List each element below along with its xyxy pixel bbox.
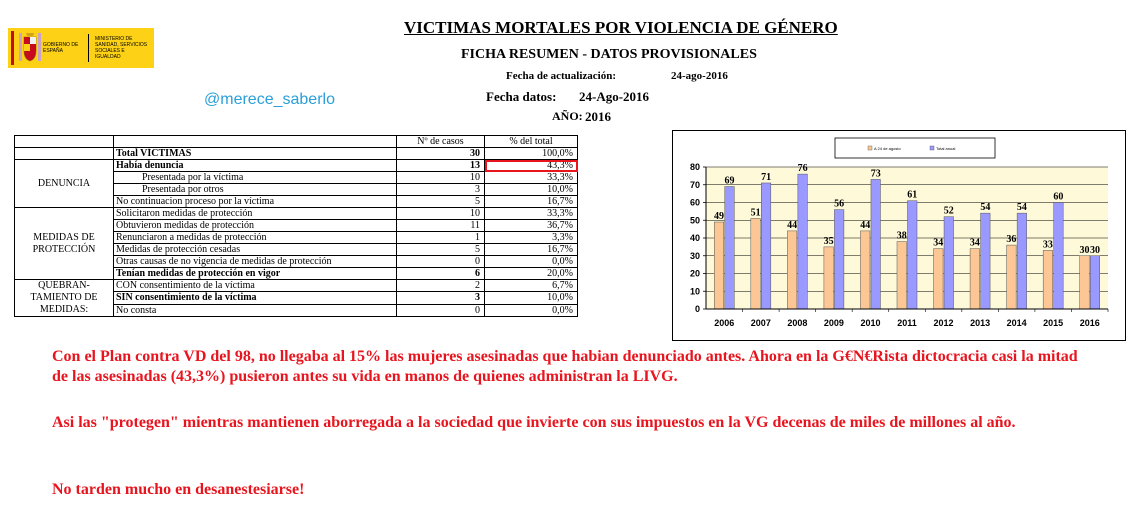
data-date-value: 24-Ago-2016	[579, 89, 650, 104]
bar-value-label: 30	[1089, 244, 1100, 256]
bar-value-label: 52	[943, 205, 954, 217]
bar	[1043, 250, 1053, 309]
row-pct: 6,7%	[485, 280, 578, 292]
bar	[1017, 213, 1027, 309]
x-tick-label: 2009	[823, 318, 844, 328]
table-row	[15, 160, 578, 172]
bar	[824, 247, 834, 309]
y-tick-label: 60	[689, 197, 700, 208]
y-tick-label: 50	[689, 215, 700, 226]
row-pct: 10,0%	[485, 292, 578, 304]
row-count: 13	[397, 160, 485, 172]
row-count: 30	[397, 148, 485, 160]
row-count: 2	[397, 280, 485, 292]
row-pct: 3,3%	[485, 232, 578, 244]
x-tick-label: 2013	[970, 318, 991, 328]
bar-value-label: 34	[969, 237, 980, 249]
bar-value-label: 49	[714, 211, 725, 223]
row-label: No continuacion proceso por la víctima	[114, 196, 397, 208]
bar	[1090, 256, 1100, 309]
row-pct: 16,7%	[485, 196, 578, 208]
legend-box	[835, 138, 995, 158]
row-count: 0	[397, 304, 485, 316]
bar-value-label: 51	[750, 207, 761, 219]
bar	[725, 187, 735, 309]
bar	[860, 231, 870, 309]
group-label-denuncia: DENUNCIA	[15, 160, 114, 208]
bar-value-label: 30	[1079, 244, 1090, 256]
bar	[897, 242, 907, 309]
y-tick-label: 80	[689, 162, 700, 172]
row-label: Medidas de protección cesadas	[114, 244, 397, 256]
bar-value-label: 44	[787, 219, 798, 231]
bar-value-label: 36	[1006, 234, 1017, 246]
bar-value-label: 60	[1053, 191, 1064, 203]
chart-canvas	[673, 131, 1125, 340]
row-count: 5	[397, 244, 485, 256]
bar	[944, 217, 954, 309]
bar	[761, 183, 771, 309]
x-tick-label: 2015	[1043, 318, 1064, 328]
bar-value-label: 61	[907, 189, 918, 201]
table-row	[15, 208, 578, 220]
bar	[934, 249, 944, 309]
x-tick-label: 2014	[1006, 318, 1027, 328]
row-count: 5	[397, 196, 485, 208]
y-tick-label: 40	[689, 233, 700, 243]
bar-value-label: 34	[933, 237, 944, 249]
row-pct: 0,0%	[485, 304, 578, 316]
bar-value-label: 38	[896, 230, 907, 242]
row-count: 3	[397, 184, 485, 196]
victims-bar-chart	[672, 130, 1126, 341]
page-title: VICTIMAS MORTALES POR VIOLENCIA DE GÉNERO	[404, 18, 838, 37]
legend-label: A 24 de agosto	[874, 146, 901, 151]
row-label: Total VÍCTIMAS	[114, 148, 397, 160]
row-label-text: Había denuncia	[116, 160, 184, 171]
bar-value-label: 76	[797, 163, 808, 175]
x-tick-label: 2011	[897, 318, 917, 328]
row-count: 1	[397, 232, 485, 244]
social-handle: @merece_saberlo	[204, 91, 335, 108]
table-row-total	[15, 148, 578, 160]
bar	[1054, 203, 1064, 310]
bar	[981, 213, 991, 309]
row-label: Presentada por otros	[114, 184, 397, 196]
bar-value-label: 54	[980, 202, 991, 214]
y-tick-label: 20	[689, 268, 700, 279]
y-tick-label: 10	[689, 286, 700, 297]
group-label-quebrantamiento: QUEBRAN-TAMIENTO DE MEDIDAS:	[15, 280, 114, 317]
x-tick-label: 2012	[933, 318, 954, 328]
bar	[1080, 256, 1090, 309]
y-tick-label: 0	[694, 304, 700, 314]
bar	[834, 210, 844, 309]
row-pct: 33,3%	[485, 208, 578, 220]
bar	[970, 249, 980, 309]
year-value: 2016	[585, 109, 611, 124]
flag-stripe	[11, 31, 14, 65]
row-pct: 100,0%	[485, 148, 578, 160]
bar	[871, 179, 881, 309]
year-label: AÑO:	[552, 109, 583, 123]
row-label: Otras causas de no vigencia de medidas de protección	[114, 256, 397, 268]
row-label: Renunciaron a medidas de protección	[114, 232, 397, 244]
row-pct: 36,7%	[485, 220, 578, 232]
page-subtitle: FICHA RESUMEN - DATOS PROVISIONALES	[461, 47, 757, 62]
x-tick-label: 2016	[1079, 318, 1100, 328]
legend-swatch	[868, 146, 872, 150]
bar-value-label: 35	[823, 235, 834, 247]
x-tick-label: 2007	[750, 318, 771, 328]
row-label: No consta	[114, 304, 397, 316]
row-label: CON consentimiento de la víctima	[114, 280, 397, 292]
col-header-count: Nº de casos	[397, 136, 485, 148]
row-pct: 16,7%	[485, 244, 578, 256]
row-label: Presentada por la víctima	[114, 172, 397, 184]
row-label: Tenían medidas de protección en vigor	[114, 268, 397, 280]
comment-paragraph-2: Asi las "protegen" mientras mantienen aborregada a la sociedad que invierte con sus impuestos en la VG decenas de miles de millones al año.	[52, 414, 1016, 431]
table-header-row	[15, 136, 578, 148]
col-header-pct: % del total	[485, 136, 578, 148]
bar-value-label: 73	[870, 168, 881, 180]
bar	[787, 231, 797, 309]
logo-line-1: GOBIERNO DE ESPAÑA	[43, 42, 79, 54]
bar-value-label: 71	[761, 171, 772, 183]
row-label: Solicitaron medidas de protección	[114, 208, 397, 220]
legend-swatch	[930, 146, 934, 150]
x-tick-label: 2008	[787, 318, 808, 328]
table-cell-blank	[15, 148, 114, 160]
bar	[751, 218, 761, 309]
row-count: 11	[397, 220, 485, 232]
legend-label: Total anual	[936, 146, 956, 151]
bar	[714, 222, 724, 309]
row-pct: 20,0%	[485, 268, 578, 280]
bar-value-label: 69	[724, 175, 735, 187]
update-date-value: 24-ago-2016	[671, 70, 728, 82]
row-count: 10	[397, 208, 485, 220]
logo-separator	[88, 34, 89, 62]
table-row	[15, 280, 578, 292]
bar	[908, 201, 918, 309]
y-tick-label: 70	[689, 179, 700, 190]
row-label	[114, 160, 397, 172]
row-label: SIN consentimiento de la víctima	[114, 292, 397, 304]
government-logo	[8, 28, 154, 68]
comment-paragraph-1: Con el Plan contra VD del 98, no llegaba al 15% las mujeres asesinadas que habian denunciado antes. Ahora en la G€N€Rista dictocracia casi la mitad de las asesinadas (43,3%) pusieron antes su vida en manos de quienes administran la LIVG.	[52, 348, 1078, 385]
x-tick-label: 2010	[860, 318, 881, 328]
bar	[798, 174, 808, 309]
data-date-label: Fecha datos:	[486, 89, 557, 104]
logo-line-2: MINISTERIO DE SANIDAD, SERVICIOS SOCIALES E IGUALDAD	[95, 36, 148, 60]
row-pct: 10,0%	[485, 184, 578, 196]
row-label: Obtuvieron medidas de protección	[114, 220, 397, 232]
bar-value-label: 56	[834, 198, 845, 210]
row-pct: 33,3%	[485, 172, 578, 184]
row-count: 3	[397, 292, 485, 304]
row-count: 0	[397, 256, 485, 268]
bar-value-label: 54	[1016, 202, 1027, 214]
bar	[1007, 245, 1017, 309]
x-tick-label: 2006	[714, 318, 735, 328]
row-count: 10	[397, 172, 485, 184]
row-count: 6	[397, 268, 485, 280]
coat-of-arms-icon	[17, 31, 43, 65]
y-tick-label: 30	[689, 250, 700, 261]
row-pct-highlighted: 43,3%	[485, 160, 578, 172]
update-date-label: Fecha de actualización:	[506, 70, 616, 82]
bar-value-label: 44	[860, 219, 871, 231]
comment-paragraph-3: No tarden mucho en desanestesiarse!	[52, 481, 305, 498]
table-header-blank	[15, 136, 114, 148]
bar-value-label: 33	[1042, 239, 1053, 251]
table-header-blank	[114, 136, 397, 148]
summary-table	[14, 135, 578, 317]
row-pct: 0,0%	[485, 256, 578, 268]
group-label-medidas: MEDIDAS DE PROTECCIÓN	[15, 208, 114, 280]
